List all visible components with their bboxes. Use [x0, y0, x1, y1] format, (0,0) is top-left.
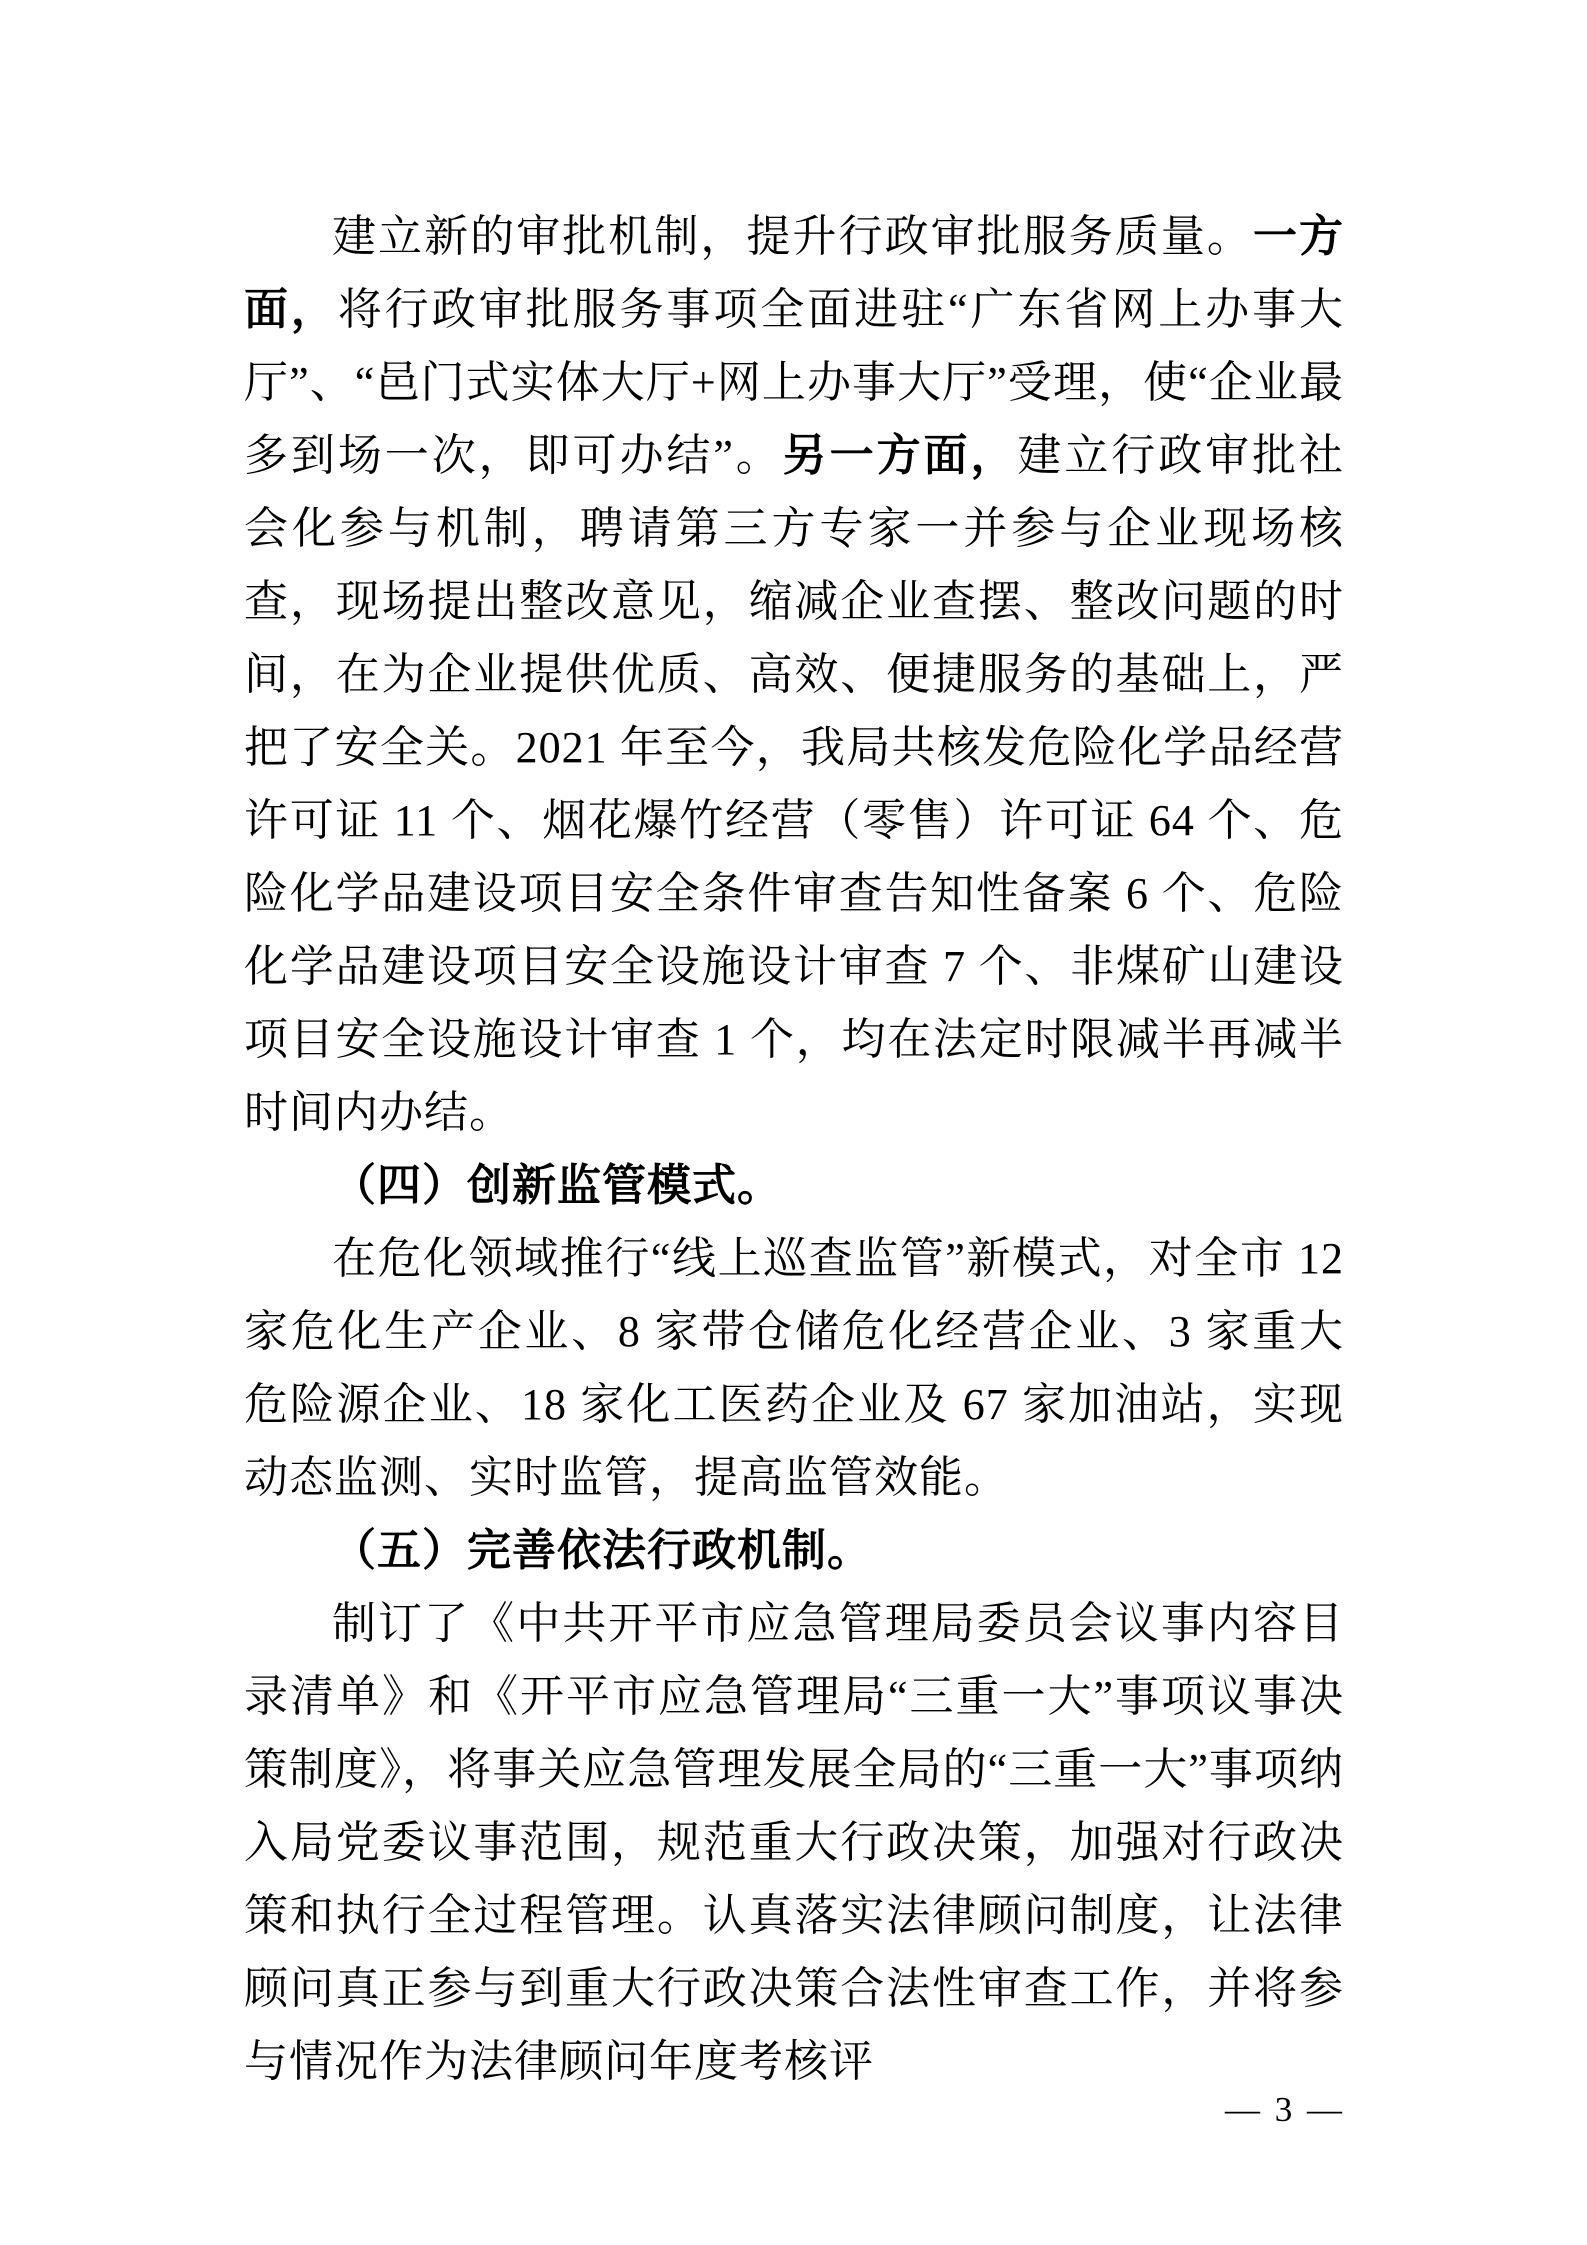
text-segment-bold: 另一方面， [782, 431, 1018, 480]
paragraph [244, 1587, 1344, 2098]
text-segment-bold: （五）完善依法行政机制。 [332, 1526, 872, 1575]
document-body [244, 200, 1344, 2098]
paragraph [244, 200, 1344, 1149]
text-segment: 将行政审批服务事项全面进驻“广东省网上办事大厅”、“邑门式实体大厅+网上办事大厅”受理，使“企业最多到场一次，即可办结”。 [244, 285, 1345, 480]
text-segment-bold: 一方面， [244, 212, 1345, 334]
text-segment-bold: （四）创新监管模式。 [332, 1161, 782, 1210]
text-segment: 建立新的审批机制，提升行政审批服务质量。 [332, 212, 1253, 261]
section-heading [244, 1514, 1344, 1587]
text-segment: 在危化领域推行“线上巡查监管”新模式，对全市 12 家危化生产企业、8 家带仓储危化经营企业、3 家重大危险源企业、18 家化工医药企业及 67 家加油站，实现动态监测、实时监管，提高监管效能。 [244, 1234, 1344, 1502]
section-heading [244, 1149, 1344, 1222]
text-segment: 制订了《中共开平市应急管理局委员会议事内容目录清单》和《开平市应急管理局“三重一大”事项议事决策制度》，将事关应急管理发展全局的“三重一大”事项纳入局党委议事范围，规范重大行政决策，加强对行政决策和执行全过程管理。认真落实法律顾问制度，让法律顾问真正参与到重大行政决策合法性审查工作，并将参与情况作为法律顾问年度考核评 [244, 1599, 1344, 2086]
text-segment: 建立行政审批社会化参与机制，聘请第三方专家一并参与企业现场核查，现场提出整改意见，缩减企业查摆、整改问题的时间，在为企业提供优质、高效、便捷服务的基础上，严把了安全关。2021 年至今，我局共核发危险化学品经营许可证 11 个、烟花爆竹经营（零售）许可证 64 个、危险化学品建设项目安全条件审查告知性备案 6 个、危险化学品建设项目安全设施设计审查 7 个、非煤矿山建设项目安全设施设计审查 1 个，均在法定时限减半再减半时间内办结。 [244, 431, 1345, 1137]
paragraph [244, 1222, 1344, 1514]
page-number: — 3 — [1225, 2090, 1345, 2129]
